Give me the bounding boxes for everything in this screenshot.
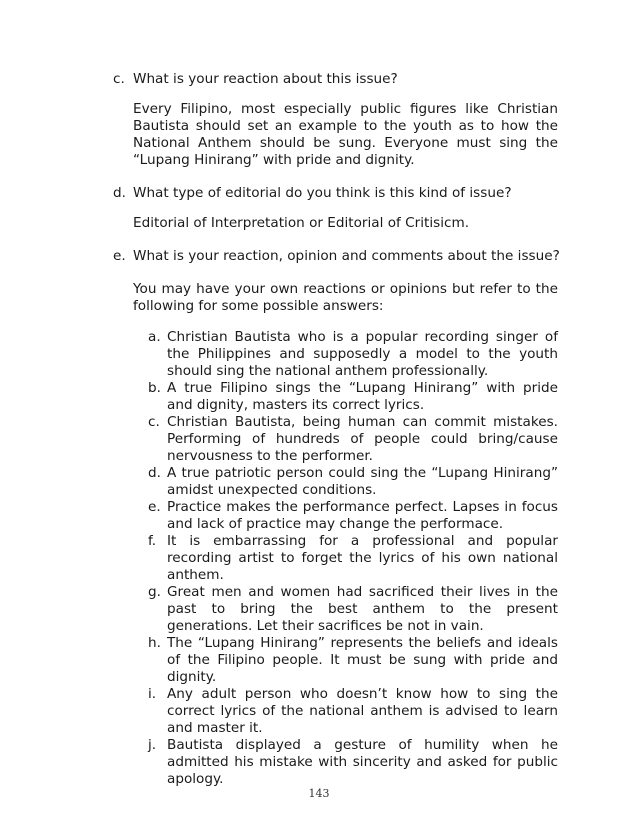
list-item-text: Bautista displayed a gesture of humility when he admitted his mistake with sincerity and asked for public apology. [167,737,558,787]
list-item-marker: b. [148,380,161,396]
list-item-marker: e. [148,499,161,515]
list-item-marker: h. [148,635,161,651]
list-item-text: Any adult person who doesn’t know how to sing the correct lyrics of the national anthem is advised to learn and master it. [167,686,558,736]
list-item-text: Christian Bautista, being human can commit mistakes. Performing of hundreds of people could bring/cause nervousness to the performer. [167,414,558,464]
list-item-marker: a. [148,329,161,345]
list-item-marker: j. [148,737,157,753]
list-item-marker: c. [148,414,160,430]
list-item-marker: d. [148,465,161,481]
list-item [148,329,558,380]
list-item-text: The “Lupang Hinirang” represents the beliefs and ideals of the Filipino people. It must be sung with pride and dignity. [167,635,558,685]
question-text: What is your reaction about this issue? [133,71,398,87]
list-item-marker: g. [148,584,161,600]
list-item-text: A true patriotic person could sing the “Lupang Hinirang” amidst unexpected conditions. [167,465,558,498]
list-item [148,533,558,584]
possible-answers-list [148,329,558,788]
list-item-marker: f. [148,533,157,549]
list-item [148,737,558,788]
list-item-text: Christian Bautista who is a popular recording singer of the Philippines and supposedly a model to the youth should sing the national anthem professionally. [167,329,558,379]
list-item-text: Practice makes the performance perfect. Lapses in focus and lack of practice may change the performace. [167,499,558,532]
question-marker: d. [113,185,126,201]
answer-c: Every Filipino, most especially public figures like Christian Bautista should set an example to the youth as to how the National Anthem should be sung. Everyone must sing the “Lupang Hinirang” with pride and dignity. [133,101,558,168]
answer-d: Editorial of Interpretation or Editorial of Critisicm. [133,215,470,231]
answer-e: You may have your own reactions or opinions but refer to the following for some possible answers: [133,281,558,314]
list-item-text: It is embarrassing for a professional and popular recording artist to forget the lyrics of his own national anthem. [167,533,558,583]
list-item [148,686,558,737]
list-item-text: Great men and women had sacrificed their lives in the past to bring the best anthem to the present generations. Let their sacrifices be not in vain. [167,584,558,634]
list-item [148,499,558,533]
list-item [148,414,558,465]
list-item-text: A true Filipino sings the “Lupang Hinirang” with pride and dignity, masters its correct lyrics. [167,380,558,413]
page-number: 143 [308,787,330,800]
list-item-marker: i. [148,686,157,702]
question-marker: c. [113,71,125,87]
question-text: What type of editorial do you think is this kind of issue? [133,185,512,201]
list-item [148,635,558,686]
list-item [148,465,558,499]
list-item [148,380,558,414]
question-marker: e. [113,248,126,264]
list-item [148,584,558,635]
question-text: What is your reaction, opinion and comments about the issue? [133,248,560,264]
